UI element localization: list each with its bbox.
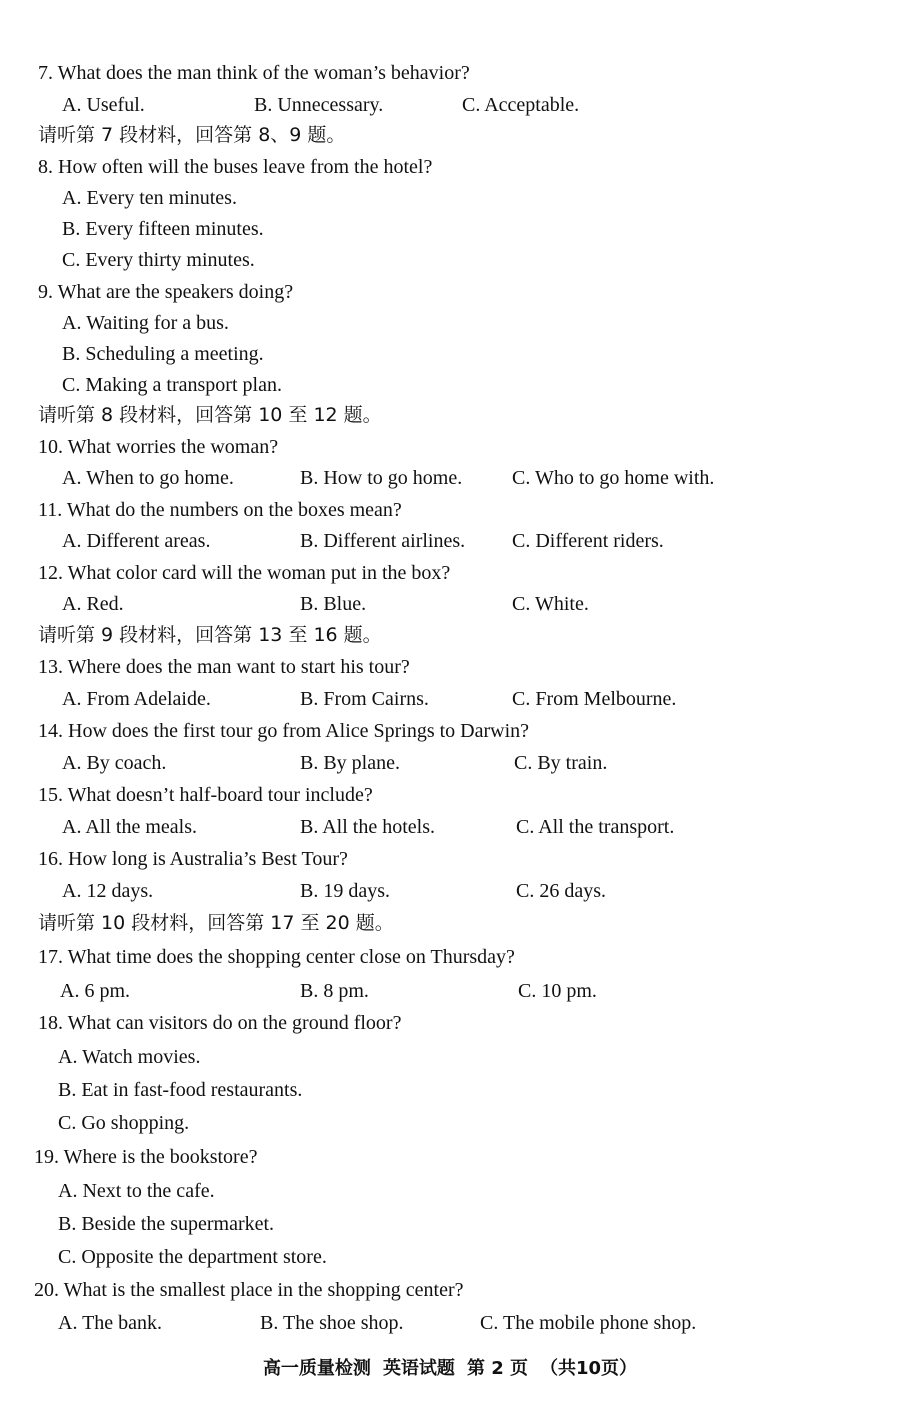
question-20 (34, 1277, 464, 1303)
option-11b: B. Different airlines. (300, 530, 466, 552)
option-19a: A. Next to the cafe. (58, 1180, 215, 1202)
option-11c: C. Different riders. (512, 530, 664, 552)
option-16a: A. 12 days. (62, 880, 154, 902)
question-number: 18. (38, 1012, 68, 1034)
question-8 (38, 154, 432, 180)
question-stem: What does the man think of the woman’s behavior? (57, 62, 470, 84)
question-14 (38, 718, 529, 744)
option-19c: C. Opposite the department store. (58, 1246, 327, 1268)
question-stem: What doesn’t half-board tour include? (67, 784, 373, 806)
option-19b: B. Beside the supermarket. (58, 1213, 275, 1235)
option-8a: A. Every ten minutes. (62, 187, 237, 209)
page-footer (0, 1356, 900, 1382)
option-13c: C. From Melbourne. (512, 688, 677, 710)
option-12a: A. Red. (62, 593, 124, 615)
option-18a: A. Watch movies. (58, 1046, 201, 1068)
question-number: 20. (34, 1279, 64, 1301)
option-18c: C. Go shopping. (58, 1112, 190, 1134)
question-number: 17. (38, 946, 68, 968)
question-stem: What color card will the woman put in the box? (67, 562, 451, 584)
option-7a: A. Useful. (62, 94, 145, 116)
question-stem: What are the speakers doing? (57, 281, 294, 303)
footer-exam: 高一质量检测 (262, 1358, 371, 1379)
question-number: 16. (38, 848, 68, 870)
question-number: 13. (38, 656, 68, 678)
option-14a: A. By coach. (62, 752, 167, 774)
question-stem: What time does the shopping center close on Thursday? (67, 946, 515, 968)
question-number: 7. (38, 62, 58, 84)
option-18b: B. Eat in fast-food restaurants. (58, 1079, 303, 1101)
option-20a: A. The bank. (58, 1312, 163, 1334)
question-number: 14. (38, 720, 68, 742)
question-stem: What worries the woman? (67, 436, 279, 458)
option-17a: A. 6 pm. (60, 980, 130, 1002)
question-stem: What is the smallest place in the shopping center? (63, 1279, 464, 1301)
option-12c: C. White. (512, 593, 589, 615)
option-10c: C. Who to go home with. (512, 467, 715, 489)
option-16c: C. 26 days. (516, 880, 606, 902)
question-7 (38, 60, 470, 86)
option-15a: A. All the meals. (62, 816, 197, 838)
option-13b: B. From Cairns. (300, 688, 429, 710)
option-12b: B. Blue. (300, 593, 367, 615)
option-13a: A. From Adelaide. (62, 688, 211, 710)
option-8b: B. Every fifteen minutes. (62, 218, 264, 240)
question-number: 19. (34, 1146, 64, 1168)
question-17 (38, 944, 515, 970)
question-18 (38, 1010, 401, 1036)
section-instruction: 请听第 9 段材料，回答第 13 至 16 题。 (38, 624, 382, 646)
question-number: 9. (38, 281, 58, 303)
option-20b: B. The shoe shop. (260, 1312, 404, 1334)
section-instruction: 请听第 7 段材料，回答第 8、9 题。 (38, 124, 346, 146)
option-7b: B. Unnecessary. (254, 94, 384, 116)
footer-page: 第 2 页 (466, 1358, 528, 1379)
question-stem: Where is the bookstore? (63, 1146, 258, 1168)
option-17c: C. 10 pm. (518, 980, 597, 1002)
option-15c: C. All the transport. (516, 816, 675, 838)
option-15b: B. All the hotels. (300, 816, 435, 838)
question-stem: Where does the man want to start his tour? (67, 656, 410, 678)
question-stem: How often will the buses leave from the hotel? (58, 156, 433, 178)
question-stem: What do the numbers on the boxes mean? (66, 499, 402, 521)
option-8c: C. Every thirty minutes. (62, 249, 255, 271)
question-stem: What can visitors do on the ground floor? (67, 1012, 402, 1034)
footer-total: （共10页） (540, 1358, 638, 1379)
option-9b: B. Scheduling a meeting. (62, 343, 264, 365)
question-number: 15. (38, 784, 68, 806)
option-14c: C. By train. (514, 752, 608, 774)
option-20c: C. The mobile phone shop. (480, 1312, 697, 1334)
question-13 (38, 654, 410, 680)
question-9 (38, 279, 293, 305)
question-11 (38, 497, 402, 523)
question-16 (38, 846, 348, 872)
question-number: 8. (38, 156, 58, 178)
option-17b: B. 8 pm. (300, 980, 369, 1002)
section-instruction: 请听第 10 段材料，回答第 17 至 20 题。 (38, 912, 394, 934)
question-15 (38, 782, 373, 808)
option-14b: B. By plane. (300, 752, 400, 774)
question-10 (38, 434, 278, 460)
footer-subject: 英语试题 (382, 1358, 455, 1379)
question-number: 12. (38, 562, 68, 584)
question-number: 11. (38, 499, 67, 521)
question-12 (38, 560, 450, 586)
option-7c: C. Acceptable. (462, 94, 580, 116)
section-instruction: 请听第 8 段材料，回答第 10 至 12 题。 (38, 404, 382, 426)
question-stem: How does the first tour go from Alice Springs to Darwin? (68, 720, 530, 742)
option-9c: C. Making a transport plan. (62, 374, 282, 396)
option-10a: A. When to go home. (62, 467, 234, 489)
option-11a: A. Different areas. (62, 530, 211, 552)
option-16b: B. 19 days. (300, 880, 390, 902)
question-19 (34, 1144, 257, 1170)
question-number: 10. (38, 436, 68, 458)
option-9a: A. Waiting for a bus. (62, 312, 229, 334)
question-stem: How long is Australia’s Best Tour? (68, 848, 348, 870)
option-10b: B. How to go home. (300, 467, 463, 489)
